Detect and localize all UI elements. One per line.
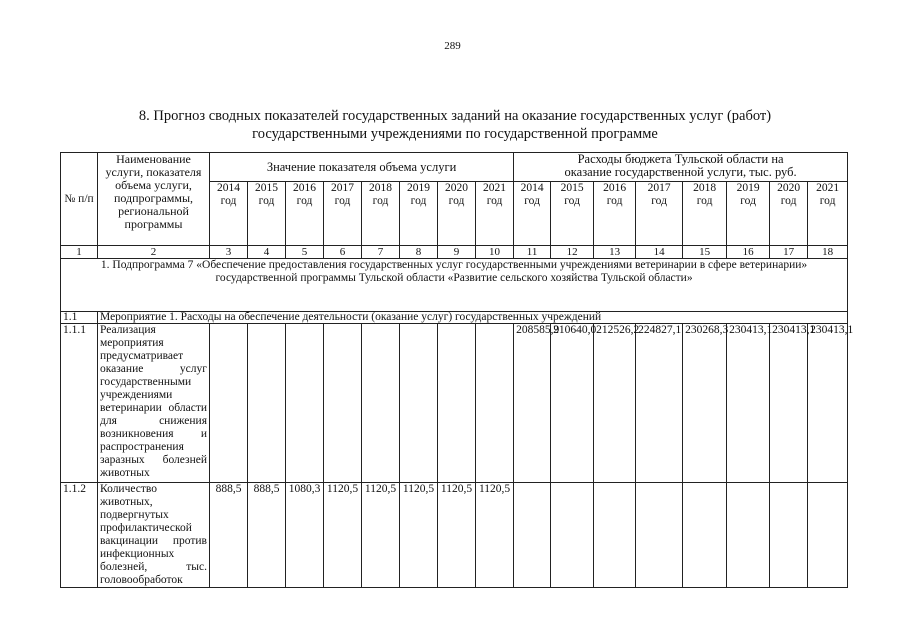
year-unit-label: год xyxy=(564,195,580,207)
column-number: 14 xyxy=(636,246,683,259)
year-label: 2019 xyxy=(407,182,430,194)
budget-value xyxy=(683,483,727,588)
year-label: 2015 xyxy=(560,182,584,194)
header-volume-year-2017 xyxy=(324,182,362,246)
row-name: Реализация мероприятия предусматривает оказание услуг государственными учреждениями ветеринарии области для снижения возникновения и распространения заразных болезней животных xyxy=(98,324,210,483)
volume-value: 888,5 xyxy=(248,483,286,588)
volume-value: 1120,5 xyxy=(362,483,400,588)
volume-value: 1120,5 xyxy=(400,483,438,588)
header-num: № п/п xyxy=(61,153,98,246)
forecast-table xyxy=(60,152,854,588)
header-service-name: Наименование услуги, показателя объема услуги, подпрограммы, региональной программы xyxy=(98,153,210,246)
budget-value xyxy=(636,483,683,588)
year-unit-label: год xyxy=(780,195,797,207)
year-unit-label: год xyxy=(334,195,351,207)
column-number: 8 xyxy=(400,246,438,259)
header-budget-year-2016 xyxy=(594,182,636,246)
year-unit-label: год xyxy=(740,195,756,207)
header-volume-year-2018 xyxy=(362,182,400,246)
year-label: 2016 xyxy=(293,182,316,194)
budget-value: 230413,1 xyxy=(770,324,808,483)
year-unit-label: год xyxy=(220,195,237,207)
column-number: 9 xyxy=(438,246,476,259)
volume-value xyxy=(400,324,438,483)
column-number: 3 xyxy=(210,246,248,259)
budget-value: 230413,1 xyxy=(808,324,848,483)
budget-value: 230413,1 xyxy=(727,324,770,483)
year-unit-label: год xyxy=(606,195,623,207)
budget-value xyxy=(808,483,848,588)
year-unit-label: год xyxy=(696,195,713,207)
volume-value: 1080,3 xyxy=(286,483,324,588)
year-label: 2014 xyxy=(217,182,240,194)
header-volume-year-2015 xyxy=(248,182,286,246)
year-unit-label: год xyxy=(372,195,389,207)
activity-row xyxy=(61,312,848,324)
volume-value: 888,5 xyxy=(210,483,248,588)
column-numbers-row xyxy=(61,246,848,259)
budget-value xyxy=(727,483,770,588)
column-number: 5 xyxy=(286,246,324,259)
column-number: 10 xyxy=(476,246,514,259)
year-unit-label: год xyxy=(486,195,503,207)
table-row xyxy=(61,483,848,588)
year-label: 2021 xyxy=(816,182,840,194)
volume-value: 1120,5 xyxy=(476,483,514,588)
budget-value xyxy=(594,483,636,588)
year-label: 2014 xyxy=(520,182,544,194)
document-title xyxy=(60,107,850,143)
header-volume-year-2016 xyxy=(286,182,324,246)
column-number: 2 xyxy=(98,246,210,259)
header-budget-year-2019 xyxy=(727,182,770,246)
header-budget-group: Расходы бюджета Тульской области на оказание государственной услуги, тыс. руб. xyxy=(514,153,848,182)
year-label: 2020 xyxy=(445,182,468,194)
year-label: 2020 xyxy=(777,182,801,194)
year-unit-label: год xyxy=(819,195,836,207)
year-unit-label: год xyxy=(651,195,667,207)
volume-value xyxy=(438,324,476,483)
year-unit-label: год xyxy=(448,195,465,207)
subprogram-title: 1. Подпрограмма 7 «Обеспечение предоставления государственных услуг государственными учреждениями ветеринарии в сфере ветеринарии» государственной программы Тульской области «Развитие сельского хозяйства Тульской области» xyxy=(61,259,848,312)
budget-value: 224827,1 xyxy=(636,324,683,483)
year-label: 2021 xyxy=(483,182,507,194)
column-number: 12 xyxy=(551,246,594,259)
budget-value xyxy=(770,483,808,588)
activity-text: Мероприятие 1. Расходы на обеспечение деятельности (оказание услуг) государственных учреждений xyxy=(98,312,848,324)
header-budget-year-2014 xyxy=(514,182,551,246)
title-line-1: 8. Прогноз сводных показателей государственных заданий на оказание государственных услуг (работ) xyxy=(138,108,772,124)
header-volume-year-2020 xyxy=(438,182,476,246)
column-number: 7 xyxy=(362,246,400,259)
column-number: 4 xyxy=(248,246,286,259)
year-unit-label: год xyxy=(410,195,427,207)
title-line-2: государственными учреждениями по государственной программе xyxy=(252,126,658,142)
subprogram-row xyxy=(61,259,848,312)
year-label: 2017 xyxy=(331,182,354,194)
budget-value: 212526,2 xyxy=(594,324,636,483)
header-volume-year-2019 xyxy=(400,182,438,246)
budget-value xyxy=(551,483,594,588)
column-number: 1 xyxy=(61,246,98,259)
year-unit-label: год xyxy=(524,195,540,207)
year-label: 2016 xyxy=(603,182,627,194)
year-label: 2015 xyxy=(255,182,278,194)
header-budget-year-2018 xyxy=(683,182,727,246)
column-number: 15 xyxy=(683,246,727,259)
volume-value xyxy=(476,324,514,483)
column-number: 17 xyxy=(770,246,808,259)
year-label: 2017 xyxy=(647,182,671,194)
budget-value xyxy=(514,483,551,588)
row-code: 1.1.2 xyxy=(61,483,98,588)
header-volume-year-2014 xyxy=(210,182,248,246)
budget-value: 230268,3 xyxy=(683,324,727,483)
year-unit-label: год xyxy=(296,195,313,207)
column-number: 11 xyxy=(514,246,551,259)
year-label: 2019 xyxy=(736,182,760,194)
activity-code: 1.1 xyxy=(61,312,98,324)
volume-value xyxy=(324,324,362,483)
budget-value: 208585,9 xyxy=(514,324,551,483)
column-number: 6 xyxy=(324,246,362,259)
volume-value xyxy=(210,324,248,483)
header-budget-year-2021 xyxy=(808,182,848,246)
header-budget-year-2020 xyxy=(770,182,808,246)
header-volume-group: Значение показателя объема услуги xyxy=(210,153,514,182)
column-number: 18 xyxy=(808,246,848,259)
volume-value xyxy=(362,324,400,483)
year-unit-label: год xyxy=(258,195,275,207)
row-name: Количество животных, подвергнутых профилактической вакцинации против инфекционных болезней, тыс. головообработок xyxy=(98,483,210,588)
volume-value: 1120,5 xyxy=(324,483,362,588)
volume-value: 1120,5 xyxy=(438,483,476,588)
row-code: 1.1.1 xyxy=(61,324,98,483)
page-number: 289 xyxy=(444,40,461,52)
budget-value: 210640,0 xyxy=(551,324,594,483)
table-row xyxy=(61,324,848,483)
header-row-groups xyxy=(61,153,848,182)
header-volume-year-2021 xyxy=(476,182,514,246)
volume-value xyxy=(286,324,324,483)
column-number: 16 xyxy=(727,246,770,259)
header-budget-year-2015 xyxy=(551,182,594,246)
volume-value xyxy=(248,324,286,483)
year-label: 2018 xyxy=(369,182,392,194)
header-budget-year-2017 xyxy=(636,182,683,246)
year-label: 2018 xyxy=(693,182,717,194)
column-number: 13 xyxy=(594,246,636,259)
